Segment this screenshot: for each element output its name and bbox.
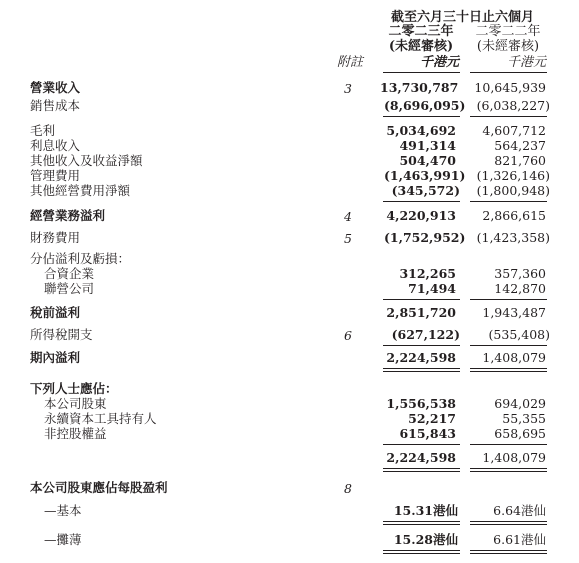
rule-col2 <box>470 468 547 469</box>
row-value-2022-eps-diluted: 6.61港仙 <box>493 532 546 547</box>
row-label-gross-profit: 毛利 <box>30 123 56 138</box>
row-value-2023-interest-income: 491,314 <box>399 138 456 153</box>
rule-col2 <box>470 524 547 525</box>
rule-col1 <box>383 201 460 202</box>
row-value-2023-attributable-total: 2,224,598 <box>386 450 456 465</box>
row-value-2023-associates: 71,494 <box>408 281 456 296</box>
row-note-finance-costs: 5 <box>344 231 352 246</box>
rule-col2 <box>470 521 547 522</box>
rule-col1 <box>383 299 460 300</box>
row-value-2022-cost-of-sales: (6,038,227) <box>476 98 550 113</box>
row-note-operating-profit: 4 <box>344 209 352 224</box>
row-label-other-op-expenses: 其他經營費用淨額 <box>30 183 131 198</box>
row-value-2023-joint-ventures: 312,265 <box>399 266 456 281</box>
row-value-2022-finance-costs: (1,423,358) <box>476 230 550 245</box>
row-label-associates: 聯營公司 <box>44 281 95 296</box>
row-value-2023-eps-basic: 15.31港仙 <box>393 503 458 518</box>
row-note-eps: 8 <box>344 481 352 496</box>
row-label-profit-for-period: 期內溢利 <box>30 350 81 365</box>
row-value-2022-gross-profit: 4,607,712 <box>482 123 546 138</box>
row-label-eps-basic: —基本 <box>44 503 82 518</box>
rule-col2 <box>470 550 547 551</box>
col1-year: 二零二三年 <box>388 24 454 39</box>
row-label-finance-costs: 財務費用 <box>30 230 81 245</box>
rule-col1 <box>383 371 460 372</box>
row-value-2023-finance-costs: (1,752,952) <box>384 230 466 245</box>
col1-status: (未經審核) <box>388 39 454 54</box>
rule-col2 <box>470 368 547 369</box>
rule-col1 <box>383 116 460 117</box>
rule-col1 <box>383 550 460 551</box>
row-label-interest-income: 利息收入 <box>30 138 81 153</box>
row-value-2022-interest-income: 564,237 <box>494 138 546 153</box>
row-value-2022-profit-before-tax: 1,943,487 <box>482 305 546 320</box>
row-value-2023-eps-diluted: 15.28港仙 <box>393 532 458 547</box>
row-label-eps-diluted: —攤薄 <box>44 532 82 547</box>
col2-status: (未經審核) <box>476 39 540 54</box>
row-value-2023-profit-before-tax: 2,851,720 <box>386 305 456 320</box>
rule-col1 <box>383 345 460 346</box>
row-value-2022-other-income: 821,760 <box>494 153 546 168</box>
row-value-2022-joint-ventures: 357,360 <box>494 266 546 281</box>
rule-col2 <box>470 553 547 554</box>
row-value-2023-profit-for-period: 2,224,598 <box>386 350 456 365</box>
notes-label: 附註 <box>336 55 363 70</box>
col1-unit: 千港元 <box>419 55 459 70</box>
row-label-operating-profit: 經營業務溢利 <box>30 208 106 223</box>
row-note-revenue: 3 <box>344 81 352 96</box>
row-value-2023-perpetual-holders: 52,217 <box>408 411 456 426</box>
row-label-joint-ventures: 合資企業 <box>44 266 95 281</box>
row-value-2023-gross-profit: 5,034,692 <box>386 123 456 138</box>
row-value-2022-admin-expenses: (1,326,146) <box>476 168 550 183</box>
row-label-income-tax: 所得稅開支 <box>30 327 93 342</box>
row-value-2023-revenue: 13,730,787 <box>380 80 459 95</box>
row-value-2022-associates: 142,870 <box>494 281 546 296</box>
rule-col1 <box>383 444 460 445</box>
rule-col2 <box>470 345 547 346</box>
row-value-2022-eps-basic: 6.64港仙 <box>493 503 546 518</box>
row-label-perpetual-holders: 永續資本工具持有人 <box>44 411 157 426</box>
row-value-2022-profit-for-period: 1,408,079 <box>482 350 546 365</box>
row-value-2022-owners: 694,029 <box>494 396 546 411</box>
row-label-profit-before-tax: 稅前溢利 <box>30 305 81 320</box>
header-rule-col1 <box>383 72 460 73</box>
row-value-2023-admin-expenses: (1,463,991) <box>384 168 466 183</box>
rule-col1 <box>383 468 460 469</box>
row-value-2023-other-op-expenses: (345,572) <box>391 183 460 198</box>
row-label-admin-expenses: 管理費用 <box>30 168 81 183</box>
rule-col1 <box>383 524 460 525</box>
col2-year: 二零二二年 <box>475 24 541 39</box>
rule-col1 <box>383 471 460 472</box>
row-value-2023-non-controlling: 615,843 <box>399 426 456 441</box>
rule-col2 <box>470 444 547 445</box>
period-title: 截至六月三十日止六個月 <box>390 10 534 25</box>
row-label-attributable-to: 下列人士應佔： <box>30 381 118 396</box>
row-value-2022-attributable-total: 1,408,079 <box>482 450 546 465</box>
rule-col1 <box>383 553 460 554</box>
row-value-2023-other-income: 504,470 <box>399 153 456 168</box>
row-label-revenue: 營業收入 <box>30 80 81 95</box>
rule-col1 <box>383 521 460 522</box>
row-label-cost-of-sales: 銷售成本 <box>30 98 81 113</box>
row-label-share-of-profits: 分佔溢利及虧損： <box>30 251 131 266</box>
row-value-2022-perpetual-holders: 55,355 <box>502 411 546 426</box>
rule-col2 <box>470 116 547 117</box>
row-value-2022-revenue: 10,645,939 <box>474 80 546 95</box>
row-label-non-controlling: 非控股權益 <box>44 426 107 441</box>
row-label-eps: 本公司股東應佔每股盈利 <box>30 480 168 495</box>
rule-col2 <box>470 299 547 300</box>
rule-col2 <box>470 201 547 202</box>
row-value-2022-income-tax: (535,408) <box>488 327 550 342</box>
row-value-2023-income-tax: (627,122) <box>391 327 460 342</box>
row-value-2022-operating-profit: 2,866,615 <box>482 208 546 223</box>
row-note-income-tax: 6 <box>344 328 352 343</box>
header-rule-col2 <box>470 72 547 73</box>
row-value-2023-operating-profit: 4,220,913 <box>386 208 456 223</box>
row-value-2022-non-controlling: 658,695 <box>494 426 546 441</box>
rule-col1 <box>383 368 460 369</box>
row-value-2023-cost-of-sales: (8,696,095) <box>384 98 466 113</box>
rule-col2 <box>470 371 547 372</box>
row-value-2023-owners: 1,556,538 <box>386 396 456 411</box>
col2-unit: 千港元 <box>506 55 546 70</box>
row-label-owners: 本公司股東 <box>44 396 107 411</box>
row-value-2022-other-op-expenses: (1,800,948) <box>476 183 550 198</box>
rule-col2 <box>470 471 547 472</box>
row-label-other-income: 其他收入及收益淨額 <box>30 153 143 168</box>
